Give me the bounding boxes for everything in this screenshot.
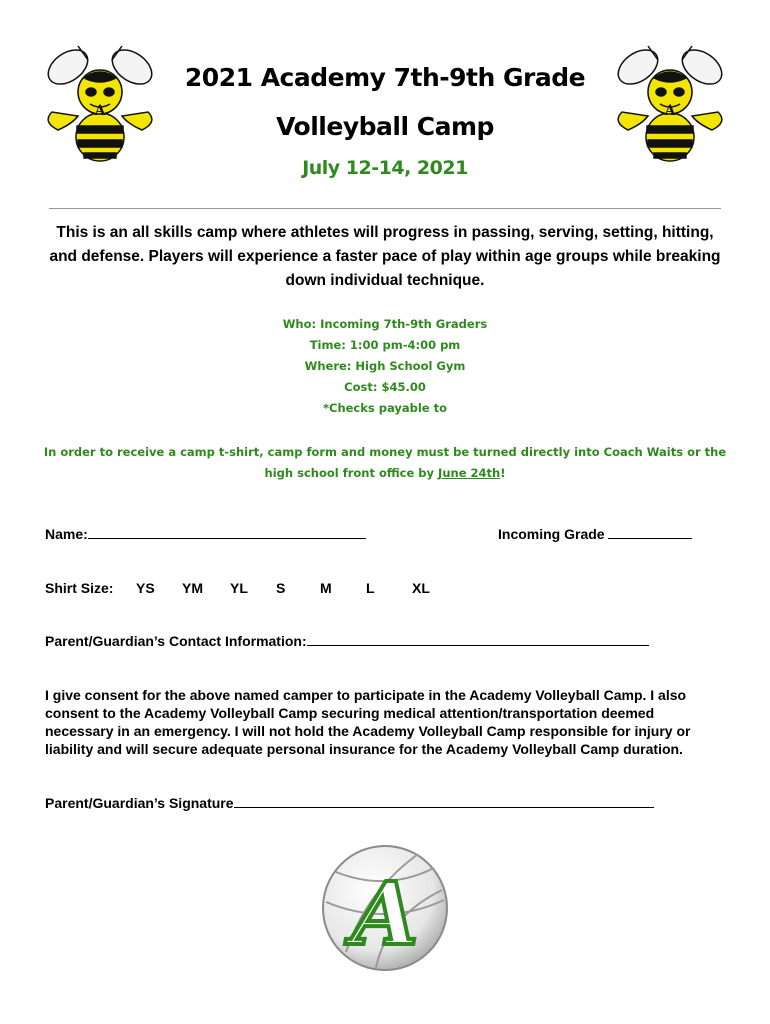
note-end: ! [500,466,506,480]
note-deadline: June 24th [438,466,501,480]
bee-mascot-right-icon [610,42,730,164]
size-option[interactable]: YL [230,580,248,596]
deadline-note [40,442,730,484]
grade-field[interactable] [498,526,692,542]
contact-label: Parent/Guardian’s Contact Information: [45,633,307,649]
contact-field[interactable] [45,633,649,649]
info-who: Who: Incoming 7th-9th Graders [282,317,488,331]
size-option[interactable]: YS [136,580,155,596]
info-time: Time: 1:00 pm-4:00 pm [309,338,461,352]
size-option[interactable]: XL [412,580,430,596]
signature-label: Parent/Guardian’s Signature [45,795,234,811]
mascot-letter: A [664,103,676,119]
camp-dates: July 12-14, 2021 [302,157,468,179]
name-field[interactable] [45,526,366,542]
shirt-size-label: Shirt Size: [45,580,114,596]
size-option[interactable]: L [366,580,375,596]
consent-paragraph: I give consent for the above named camper to participate in the Academy Volleyball Camp. I also consent to the Academy Volleyball Camp securing medical attention/transportation deemed necessary in an emergency. I will not hold the Academy Volleyball Camp responsible for injury or liability and will secure adequate personal insurance for the Academy Volleyball Camp duration. [45,687,691,757]
header-divider [49,208,721,209]
size-option[interactable]: S [276,580,286,596]
intro-paragraph: This is an all skills camp where athletes will progress in passing, serving, setting, hitting, and defense. Players will experience a faster pace of play within age groups while breaking down individual technique. [49,224,721,289]
signature-field[interactable] [45,795,654,811]
grade-label: Incoming Grade [498,526,605,542]
name-label: Name: [45,526,88,542]
mascot-letter: A [94,103,106,119]
contact-blank[interactable] [307,633,649,646]
info-where: Where: High School Gym [304,359,466,373]
info-checks: *Checks payable to [322,401,448,415]
info-cost: Cost: $45.00 [344,380,426,394]
page-title-line2: Volleyball Camp [276,112,494,141]
volleyball-logo-icon [316,842,454,974]
note-text: In order to receive a camp t-shirt, camp form and money must be turned directly into Coach Waits or the high school front office by [43,445,727,480]
signature-blank[interactable] [234,795,654,808]
bee-mascot-left-icon [40,42,160,164]
grade-blank[interactable] [608,526,692,539]
logo-letter: A [351,864,419,965]
size-option[interactable]: M [320,580,332,596]
page-title-line1: 2021 Academy 7th-9th Grade [184,63,586,92]
name-blank[interactable] [88,526,366,539]
size-option[interactable]: YM [182,580,203,596]
